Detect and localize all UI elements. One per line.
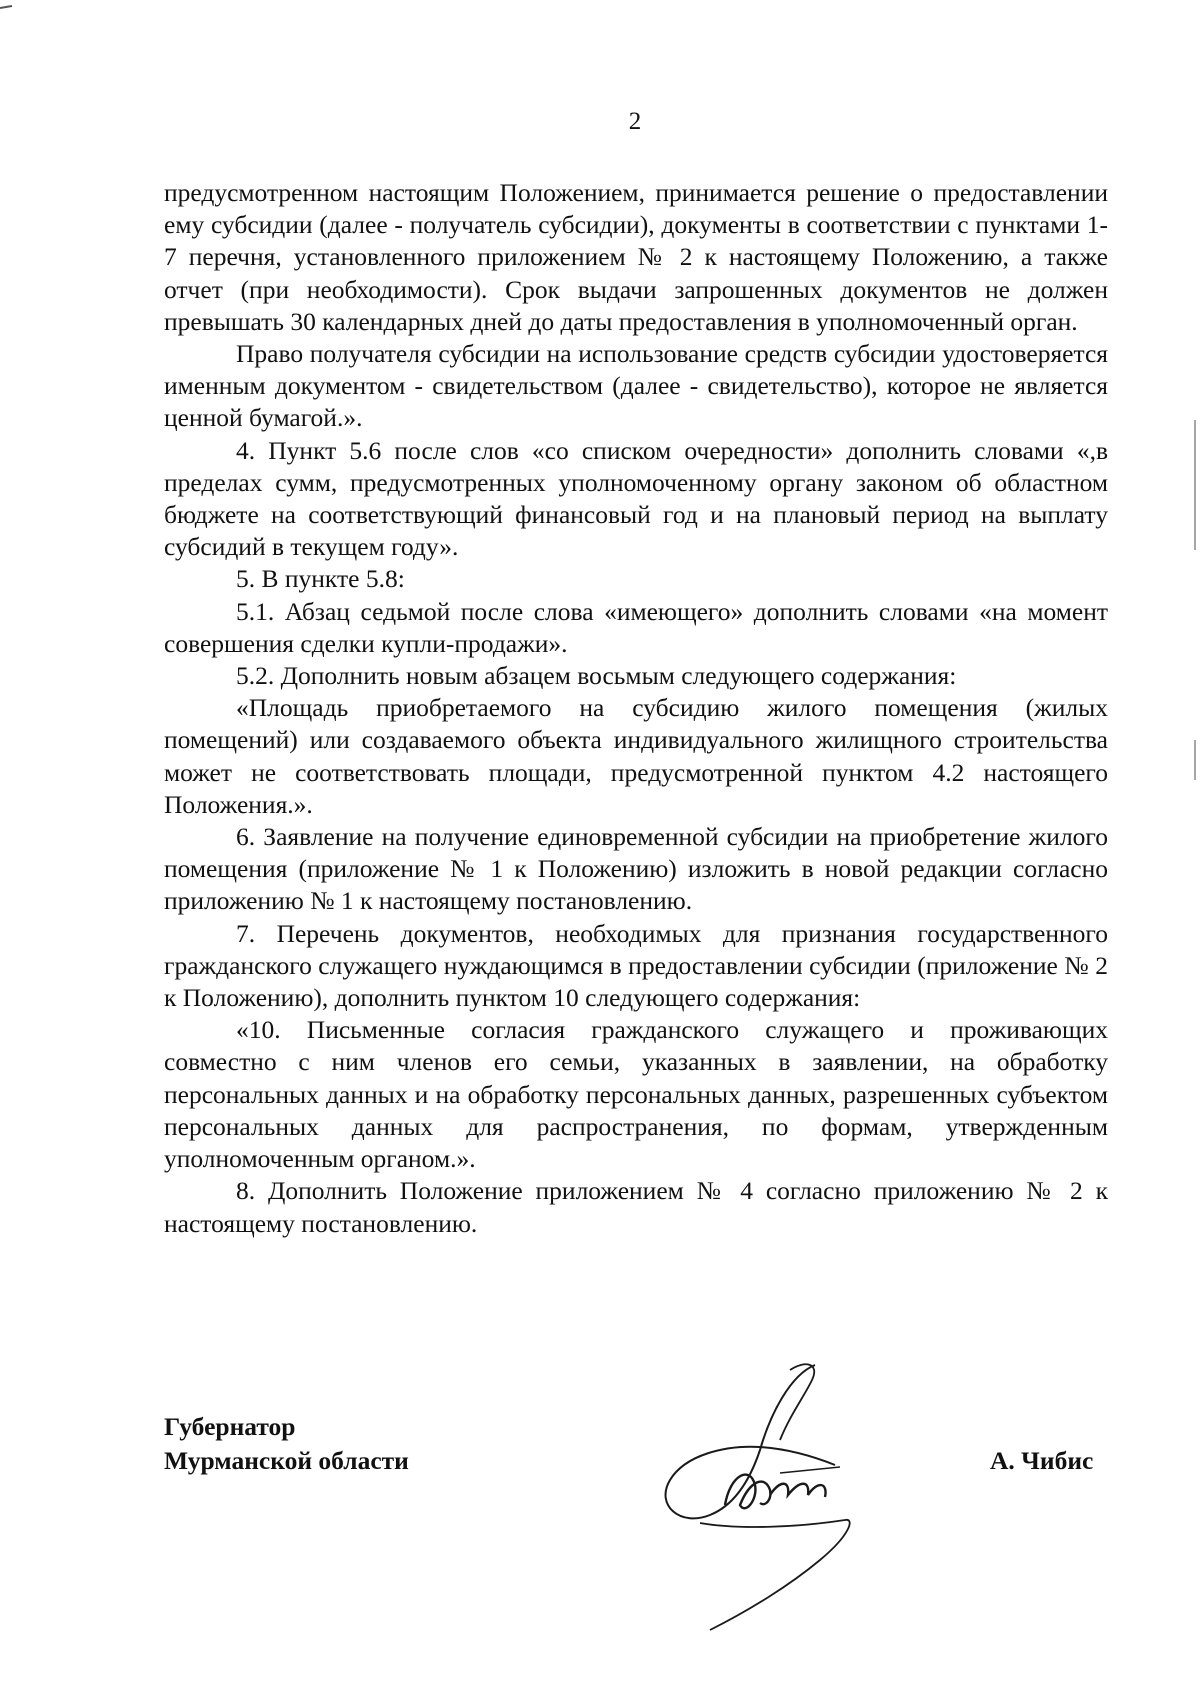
paragraph-certificate: Право получателя субсидии на использование средств субсидии удостоверяется именным документом - свидетельством (далее - свидетельство), которое не является ценной бумагой.». (164, 339, 1108, 433)
paragraph-quote-area: «Площадь приобретаемого на субсидию жилого помещения (жилых помещений) или создаваемого объекта индивидуального жилищного строительства может не соответствовать площади, предусмотренной пунктом 4.2 настоящего Положения.». (164, 693, 1108, 819)
paragraph-item-5-2: 5.2. Дополнить новым абзацем восьмым следующего содержания: (236, 661, 957, 691)
signatory-title-line2: Мурманской области (164, 1446, 409, 1475)
paragraph-item-6: 6. Заявление на получение единовременной субсидии на приобретение жилого помещения (приложение № 1 к Положению) изложить в новой редакции согласно приложению № 1 к настоящему постановлению. (164, 822, 1108, 916)
paragraph-item-5-1: 5.1. Абзац седьмой после слова «имеющего» дополнить словами «на момент совершения сделки купли-продажи». (164, 596, 1108, 658)
scan-edge-mark (1192, 420, 1200, 820)
paragraph-item-5: 5. В пункте 5.8: (236, 564, 405, 594)
page-number: 2 (628, 108, 642, 135)
document-body (164, 177, 1108, 1240)
handwritten-signature-icon (640, 1355, 940, 1635)
paragraph-continuation: предусмотренном настоящим Положением, принимается решение о предоставлении ему субсидии (далее - получатель субсидии), документы в соответствии с пунктами 1-7 перечня, установленного приложением № 2 к настоящему Положению, а также отчет (при необходимости). Срок выдачи запрошенных документов не должен превышать 30 календарных дней до даты предоставления в уполномоченный орган. (164, 178, 1108, 336)
paragraph-item-7: 7. Перечень документов, необходимых для признания государственного гражданского служащего нуждающимся в предоставлении субсидии (приложение № 2 к Положению), дополнить пунктом 10 следующего содержания: (164, 918, 1108, 1013)
scan-artifact-mark (0, 0, 20, 14)
signatory-title (164, 1410, 409, 1478)
signatory-title-line1: Губернатор (164, 1412, 296, 1441)
paragraph-item-4: 4. Пункт 5.6 после слов «со списком очередности» дополнить словами «,в пределах сумм, предусмотренных уполномоченному органу законом об областном бюджете на соответствующий финансовый год и на плановый период на выплату субсидий в текущем году». (164, 435, 1108, 562)
paragraph-item-8: 8. Дополнить Положение приложением № 4 согласно приложению № 2 к настоящему постановлению. (164, 1176, 1108, 1238)
paragraph-quote-consent: «10. Письменные согласия гражданского служащего и проживающих совместно с ним членов его семьи, указанных в заявлении, на обработку персональных данных и на обработку персональных данных, разрешенных субъектом персональных данных для распространения, по формам, утвержденным уполномоченным органом.». (164, 1015, 1108, 1174)
signatory-name: А. Чибис (990, 1446, 1094, 1475)
